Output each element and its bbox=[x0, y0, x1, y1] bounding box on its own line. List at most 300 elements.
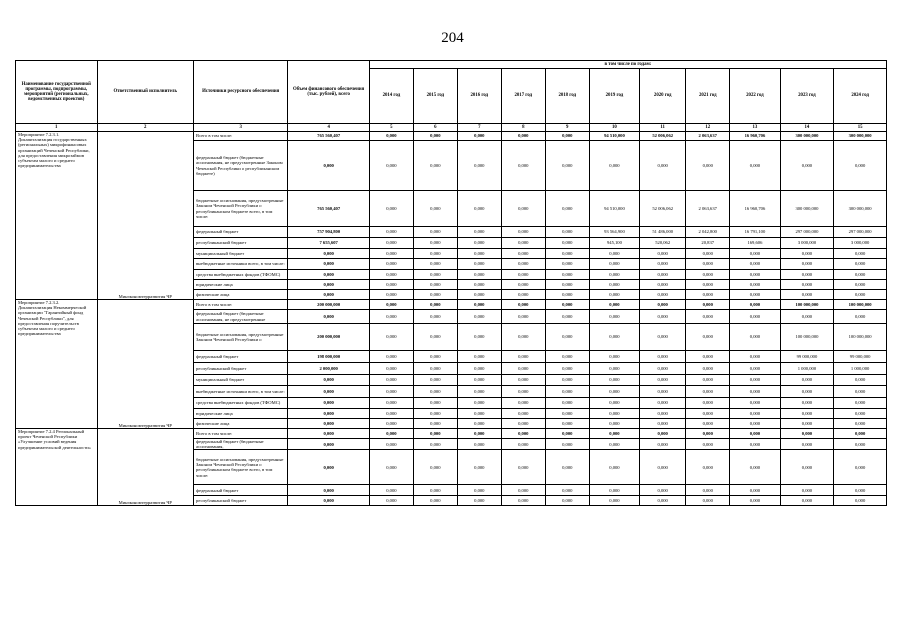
year-value: 0,000 bbox=[640, 363, 686, 375]
year-value: 0,000 bbox=[589, 300, 639, 310]
year-value: 0,000 bbox=[457, 132, 501, 141]
year-value: 0,000 bbox=[369, 259, 413, 270]
total-value: 0,000 bbox=[288, 270, 370, 280]
year-value: 0,000 bbox=[369, 375, 413, 386]
year-value: 0,000 bbox=[545, 375, 589, 386]
year-value: 0,000 bbox=[369, 280, 413, 290]
year-value: 0,000 bbox=[730, 363, 780, 375]
year-value: 0,000 bbox=[730, 290, 780, 300]
year-value: 0,000 bbox=[413, 375, 457, 386]
year-value: 0,000 bbox=[640, 141, 686, 191]
year-value: 0,000 bbox=[640, 419, 686, 429]
total-value: 0,000 bbox=[288, 450, 370, 485]
year-value: 16 960,706 bbox=[730, 132, 780, 141]
year-value: 0,000 bbox=[640, 280, 686, 290]
year-value: 0,000 bbox=[589, 450, 639, 485]
year-value: 0,000 bbox=[640, 375, 686, 386]
year-value: 0,000 bbox=[640, 496, 686, 506]
column-index: 8 bbox=[501, 124, 545, 132]
page-number: 204 bbox=[441, 30, 464, 46]
total-value: 0,000 bbox=[288, 375, 370, 386]
year-value: 0,000 bbox=[730, 141, 780, 191]
year-value: 0,000 bbox=[501, 419, 545, 429]
year-value: 0,000 bbox=[834, 141, 887, 191]
year-value: 0,000 bbox=[730, 496, 780, 506]
funding-source: бюджетные ассигнования, предусмотренные Законом Чеченской Республики о bbox=[194, 324, 288, 351]
funding-source: юридические лица bbox=[194, 409, 288, 419]
year-value: 52 006,062 bbox=[640, 132, 686, 141]
year-value: 0,000 bbox=[640, 398, 686, 409]
year-value: 0,000 bbox=[686, 419, 730, 429]
year-value: 0,000 bbox=[686, 429, 730, 439]
header-year: 2017 год bbox=[501, 69, 545, 124]
year-value: 0,000 bbox=[780, 249, 834, 259]
year-value: 0,000 bbox=[501, 132, 545, 141]
year-value: 300 000,000 bbox=[834, 132, 887, 141]
year-value: 0,000 bbox=[413, 324, 457, 351]
column-index: 3 bbox=[194, 124, 288, 132]
year-value: 100 000,000 bbox=[834, 300, 887, 310]
year-value: 0,000 bbox=[730, 450, 780, 485]
year-value: 0,000 bbox=[640, 324, 686, 351]
column-index: 14 bbox=[780, 124, 834, 132]
year-value: 0,000 bbox=[545, 324, 589, 351]
funding-source: Всего в том числе: bbox=[194, 429, 288, 439]
year-value: 0,000 bbox=[834, 429, 887, 439]
year-value: 0,000 bbox=[640, 310, 686, 324]
year-value: 297 000,000 bbox=[834, 227, 887, 238]
year-value: 0,000 bbox=[545, 439, 589, 450]
year-value: 0,000 bbox=[413, 398, 457, 409]
year-value: 0,000 bbox=[834, 259, 887, 270]
total-value: 0,000 bbox=[288, 419, 370, 429]
year-value: 0,000 bbox=[545, 238, 589, 249]
year-value: 0,000 bbox=[545, 300, 589, 310]
funding-source: Всего в том числе: bbox=[194, 132, 288, 141]
year-value: 0,000 bbox=[545, 409, 589, 419]
year-value: 0,000 bbox=[589, 419, 639, 429]
year-value: 0,000 bbox=[501, 310, 545, 324]
year-value: 0,000 bbox=[369, 227, 413, 238]
year-value: 0,000 bbox=[686, 300, 730, 310]
year-value: 0,000 bbox=[457, 310, 501, 324]
year-value: 0,000 bbox=[457, 386, 501, 398]
year-value: 0,000 bbox=[780, 259, 834, 270]
year-value: 0,000 bbox=[780, 310, 834, 324]
year-value: 99 000,000 bbox=[834, 351, 887, 363]
year-value: 0,000 bbox=[686, 141, 730, 191]
year-value: 0,000 bbox=[730, 324, 780, 351]
year-value: 0,000 bbox=[545, 249, 589, 259]
year-value: 0,000 bbox=[413, 419, 457, 429]
activity-name: Мероприятие 7.2.3.1. Докапитализация государственных (региональных) микрофинансовых организаций Чеченской Республики, для предоставления микрозаймов субъектам малого и среднего предпринимательства bbox=[16, 132, 98, 300]
total-value: 198 000,000 bbox=[288, 351, 370, 363]
year-value: 0,000 bbox=[780, 419, 834, 429]
total-value: 0,000 bbox=[288, 439, 370, 450]
column-index: 1 bbox=[16, 124, 98, 132]
column-index: 5 bbox=[369, 124, 413, 132]
activity-name: Мероприятие 7.2.3.2. Докапитализация Некоммерческой организации "Гарантийный фонд Чеченской Республики", для предоставления поручительств субъектам малого и среднего предпринимательства bbox=[16, 300, 98, 429]
year-value: 0,000 bbox=[457, 496, 501, 506]
year-value: 0,000 bbox=[589, 324, 639, 351]
year-value: 0,000 bbox=[501, 141, 545, 191]
year-value: 0,000 bbox=[501, 485, 545, 496]
total-value: 0,000 bbox=[288, 409, 370, 419]
year-value: 0,000 bbox=[457, 409, 501, 419]
total-value: 2 000,000 bbox=[288, 363, 370, 375]
year-value: 0,000 bbox=[589, 375, 639, 386]
year-value: 0,000 bbox=[545, 270, 589, 280]
year-value: 0,000 bbox=[457, 398, 501, 409]
year-value: 0,000 bbox=[457, 141, 501, 191]
year-value: 52 006,062 bbox=[640, 191, 686, 227]
year-value: 0,000 bbox=[413, 227, 457, 238]
year-value: 0,000 bbox=[369, 363, 413, 375]
year-value: 94 510,000 bbox=[589, 191, 639, 227]
year-value: 520,062 bbox=[640, 238, 686, 249]
year-value: 0,000 bbox=[501, 351, 545, 363]
year-value: 0,000 bbox=[640, 351, 686, 363]
year-value: 0,000 bbox=[640, 386, 686, 398]
year-value: 0,000 bbox=[589, 398, 639, 409]
year-value: 0,000 bbox=[369, 386, 413, 398]
year-value: 0,000 bbox=[501, 300, 545, 310]
year-value: 0,000 bbox=[369, 290, 413, 300]
funding-source: федеральный бюджет bbox=[194, 227, 288, 238]
year-value: 0,000 bbox=[730, 429, 780, 439]
year-value: 0,000 bbox=[369, 270, 413, 280]
year-value: 0,000 bbox=[780, 280, 834, 290]
year-value: 0,000 bbox=[457, 259, 501, 270]
year-value: 0,000 bbox=[780, 450, 834, 485]
year-value: 0,000 bbox=[545, 132, 589, 141]
year-value: 0,000 bbox=[369, 324, 413, 351]
year-value: 0,000 bbox=[457, 249, 501, 259]
year-value: 0,000 bbox=[686, 270, 730, 280]
year-value: 3 000,000 bbox=[780, 238, 834, 249]
total-value: 0,000 bbox=[288, 386, 370, 398]
year-value: 0,000 bbox=[686, 363, 730, 375]
year-value: 0,000 bbox=[501, 280, 545, 290]
year-value: 0,000 bbox=[834, 419, 887, 429]
year-value: 0,000 bbox=[501, 375, 545, 386]
year-value: 0,000 bbox=[686, 290, 730, 300]
year-value: 0,000 bbox=[545, 485, 589, 496]
year-value: 0,000 bbox=[413, 191, 457, 227]
header-year: 2021 год bbox=[686, 69, 730, 124]
year-value: 0,000 bbox=[640, 270, 686, 280]
year-value: 0,000 bbox=[545, 429, 589, 439]
year-value: 0,000 bbox=[834, 280, 887, 290]
year-value: 0,000 bbox=[545, 419, 589, 429]
year-value: 0,000 bbox=[413, 132, 457, 141]
year-value: 0,000 bbox=[589, 429, 639, 439]
year-value: 0,000 bbox=[834, 310, 887, 324]
column-index: 9 bbox=[545, 124, 589, 132]
year-value: 0,000 bbox=[413, 249, 457, 259]
year-value: 300 000,000 bbox=[780, 132, 834, 141]
funding-source: федеральный бюджет bbox=[194, 351, 288, 363]
year-value: 0,000 bbox=[780, 386, 834, 398]
year-value: 0,000 bbox=[589, 290, 639, 300]
year-value: 0,000 bbox=[640, 450, 686, 485]
table-row bbox=[16, 429, 887, 439]
header-year: 2015 год bbox=[413, 69, 457, 124]
header-source: Источники ресурсного обеспечения bbox=[194, 61, 288, 124]
year-value: 0,000 bbox=[413, 386, 457, 398]
year-value: 0,000 bbox=[640, 300, 686, 310]
year-value: 0,000 bbox=[501, 429, 545, 439]
year-value: 0,000 bbox=[686, 409, 730, 419]
year-value: 0,000 bbox=[686, 398, 730, 409]
year-value: 0,000 bbox=[589, 409, 639, 419]
funding-source: Всего в том числе: bbox=[194, 300, 288, 310]
year-value: 0,000 bbox=[640, 485, 686, 496]
total-value: 757 904,800 bbox=[288, 227, 370, 238]
year-value: 0,000 bbox=[501, 439, 545, 450]
year-value: 0,000 bbox=[457, 300, 501, 310]
year-value: 0,000 bbox=[780, 398, 834, 409]
year-value: 0,000 bbox=[501, 324, 545, 351]
year-value: 0,000 bbox=[589, 386, 639, 398]
header-total: Объем финансового обеспечения (тыс. рублей), всего bbox=[288, 61, 370, 124]
total-value: 0,000 bbox=[288, 398, 370, 409]
year-value: 0,000 bbox=[457, 429, 501, 439]
year-value: 0,000 bbox=[501, 386, 545, 398]
year-value: 0,000 bbox=[545, 290, 589, 300]
header-year: 2022 год bbox=[730, 69, 780, 124]
funding-source: средства внебюджетных фондов (ТФОМС) bbox=[194, 398, 288, 409]
funding-source: внебюджетные источники всего, в том числе: bbox=[194, 259, 288, 270]
total-value: 0,000 bbox=[288, 249, 370, 259]
budget-table bbox=[15, 60, 887, 506]
year-value: 0,000 bbox=[501, 290, 545, 300]
funding-source: республиканский бюджет bbox=[194, 238, 288, 249]
funding-source: бюджетные ассигнования, предусмотренные Законом Чеченской Республики о республиканском бюджете всего, в том числе: bbox=[194, 191, 288, 227]
year-value: 0,000 bbox=[640, 290, 686, 300]
year-value: 0,000 bbox=[730, 249, 780, 259]
year-value: 0,000 bbox=[589, 496, 639, 506]
year-value: 0,000 bbox=[457, 419, 501, 429]
year-value: 0,000 bbox=[834, 439, 887, 450]
year-value: 0,000 bbox=[686, 324, 730, 351]
year-value: 0,000 bbox=[640, 439, 686, 450]
year-value: 93 564,900 bbox=[589, 227, 639, 238]
year-value: 0,000 bbox=[589, 363, 639, 375]
year-value: 99 000,000 bbox=[780, 351, 834, 363]
year-value: 0,000 bbox=[369, 141, 413, 191]
year-value: 0,000 bbox=[413, 485, 457, 496]
year-value: 0,000 bbox=[413, 450, 457, 485]
year-value: 0,000 bbox=[686, 496, 730, 506]
year-value: 0,000 bbox=[369, 419, 413, 429]
funding-source: внебюджетные источники всего, в том числе: bbox=[194, 386, 288, 398]
year-value: 0,000 bbox=[545, 141, 589, 191]
year-value: 0,000 bbox=[834, 496, 887, 506]
year-value: 0,000 bbox=[413, 363, 457, 375]
year-value: 0,000 bbox=[834, 398, 887, 409]
year-value: 300 000,000 bbox=[834, 191, 887, 227]
funding-source: юридические лица bbox=[194, 280, 288, 290]
year-value: 0,000 bbox=[730, 280, 780, 290]
year-value: 0,000 bbox=[686, 310, 730, 324]
year-value: 0,000 bbox=[369, 310, 413, 324]
year-value: 0,000 bbox=[730, 310, 780, 324]
year-value: 0,000 bbox=[413, 310, 457, 324]
year-value: 0,000 bbox=[369, 249, 413, 259]
year-value: 0,000 bbox=[640, 259, 686, 270]
year-value: 0,000 bbox=[457, 351, 501, 363]
year-value: 0,000 bbox=[686, 450, 730, 485]
year-value: 300 000,000 bbox=[780, 191, 834, 227]
year-value: 0,000 bbox=[730, 259, 780, 270]
year-value: 0,000 bbox=[589, 280, 639, 290]
header-year: 2020 год bbox=[640, 69, 686, 124]
year-value: 0,000 bbox=[730, 409, 780, 419]
year-value: 0,000 bbox=[413, 429, 457, 439]
year-value: 0,000 bbox=[369, 398, 413, 409]
year-value: 0,000 bbox=[501, 238, 545, 249]
funding-source: муниципальный бюджет bbox=[194, 249, 288, 259]
total-value: 0,000 bbox=[288, 141, 370, 191]
year-value: 0,000 bbox=[730, 351, 780, 363]
year-value: 0,000 bbox=[545, 496, 589, 506]
year-value: 0,000 bbox=[457, 290, 501, 300]
year-value: 0,000 bbox=[686, 280, 730, 290]
year-value: 0,000 bbox=[413, 280, 457, 290]
column-index: 2 bbox=[97, 124, 194, 132]
year-value: 0,000 bbox=[834, 409, 887, 419]
year-value: 297 000,000 bbox=[780, 227, 834, 238]
year-value: 0,000 bbox=[457, 363, 501, 375]
year-value: 0,000 bbox=[545, 351, 589, 363]
header-by-year: в том числе по годам: bbox=[369, 61, 886, 69]
year-value: 0,000 bbox=[369, 300, 413, 310]
total-value: 0,000 bbox=[288, 496, 370, 506]
activity-name: Мероприятие 7.2.4 Региональный проект Чеченской Республики «Улучшение условий ведения предпринимательской деятельности» bbox=[16, 429, 98, 506]
year-value: 0,000 bbox=[501, 259, 545, 270]
year-value: 1 000,000 bbox=[834, 363, 887, 375]
year-value: 0,000 bbox=[640, 429, 686, 439]
total-value: 765 560,407 bbox=[288, 191, 370, 227]
funding-source: федеральный бюджет (бюджетные ассигнования, bbox=[194, 439, 288, 450]
year-value: 0,000 bbox=[413, 290, 457, 300]
year-value: 0,000 bbox=[780, 290, 834, 300]
year-value: 0,000 bbox=[834, 375, 887, 386]
year-value: 0,000 bbox=[545, 259, 589, 270]
total-value: 200 000,000 bbox=[288, 300, 370, 310]
year-value: 0,000 bbox=[545, 227, 589, 238]
header-year: 2023 год bbox=[780, 69, 834, 124]
column-index: 7 bbox=[457, 124, 501, 132]
year-value: 0,000 bbox=[686, 351, 730, 363]
year-value: 0,000 bbox=[501, 496, 545, 506]
year-value: 0,000 bbox=[369, 191, 413, 227]
funding-source: федеральный бюджет (бюджетные ассигнования, не предусмотренные Законом Чеченской Республики о республиканском бюджете) bbox=[194, 141, 288, 191]
year-value: 0,000 bbox=[457, 238, 501, 249]
year-value: 0,000 bbox=[686, 375, 730, 386]
year-value: 1 000,000 bbox=[780, 363, 834, 375]
funding-source: физические лица bbox=[194, 290, 288, 300]
year-value: 0,000 bbox=[730, 485, 780, 496]
header-year: 2014 год bbox=[369, 69, 413, 124]
year-value: 0,000 bbox=[501, 363, 545, 375]
year-value: 0,000 bbox=[834, 386, 887, 398]
year-value: 0,000 bbox=[369, 351, 413, 363]
column-index: 10 bbox=[589, 124, 639, 132]
column-index: 11 bbox=[640, 124, 686, 132]
year-value: 2 063,637 bbox=[686, 191, 730, 227]
year-value: 100 000,000 bbox=[780, 300, 834, 310]
year-value: 0,000 bbox=[686, 485, 730, 496]
year-value: 0,000 bbox=[589, 439, 639, 450]
year-value: 0,000 bbox=[413, 141, 457, 191]
year-value: 0,000 bbox=[780, 141, 834, 191]
year-value: 100 000,000 bbox=[780, 324, 834, 351]
year-value: 0,000 bbox=[457, 450, 501, 485]
year-value: 0,000 bbox=[457, 227, 501, 238]
year-value: 0,000 bbox=[686, 439, 730, 450]
year-value: 0,000 bbox=[457, 191, 501, 227]
year-value: 2 063,637 bbox=[686, 132, 730, 141]
year-value: 0,000 bbox=[589, 259, 639, 270]
year-value: 0,000 bbox=[369, 409, 413, 419]
year-value: 0,000 bbox=[834, 450, 887, 485]
year-value: 0,000 bbox=[457, 324, 501, 351]
year-value: 0,000 bbox=[730, 386, 780, 398]
year-value: 0,000 bbox=[369, 132, 413, 141]
year-value: 0,000 bbox=[640, 249, 686, 259]
year-value: 0,000 bbox=[545, 363, 589, 375]
year-value: 94 510,000 bbox=[589, 132, 639, 141]
year-value: 0,000 bbox=[834, 485, 887, 496]
year-value: 0,000 bbox=[730, 439, 780, 450]
total-value: 0,000 bbox=[288, 429, 370, 439]
column-index: 12 bbox=[686, 124, 730, 132]
year-value: 0,000 bbox=[589, 351, 639, 363]
year-value: 0,000 bbox=[730, 270, 780, 280]
year-value: 0,000 bbox=[730, 398, 780, 409]
year-value: 0,000 bbox=[457, 439, 501, 450]
funding-source: республиканский бюджет bbox=[194, 363, 288, 375]
header-name: Наименование государственной программы, подпрограммы, мероприятий (региональных, ведомственных проектов) bbox=[16, 61, 98, 124]
total-value: 0,000 bbox=[288, 259, 370, 270]
executor: Минэкономтерразвития ЧР bbox=[97, 132, 194, 300]
year-value: 51 486,000 bbox=[640, 227, 686, 238]
year-value: 0,000 bbox=[780, 270, 834, 280]
year-value: 0,000 bbox=[780, 439, 834, 450]
year-value: 3 000,000 bbox=[834, 238, 887, 249]
executor: Минэкономтерразвития ЧР bbox=[97, 300, 194, 429]
total-value: 765 560,407 bbox=[288, 132, 370, 141]
header-year: 2019 год bbox=[589, 69, 639, 124]
year-value: 169,606 bbox=[730, 238, 780, 249]
total-value: 0,000 bbox=[288, 310, 370, 324]
year-value: 0,000 bbox=[413, 270, 457, 280]
total-value: 7 655,607 bbox=[288, 238, 370, 249]
year-value: 100 000,000 bbox=[834, 324, 887, 351]
year-value: 16 960,706 bbox=[730, 191, 780, 227]
year-value: 945,100 bbox=[589, 238, 639, 249]
year-value: 0,000 bbox=[369, 485, 413, 496]
year-value: 0,000 bbox=[686, 259, 730, 270]
year-value: 0,000 bbox=[457, 270, 501, 280]
funding-source: бюджетные ассигнования, предусмотренные Законом Чеченской Республики о республиканском бюджете всего, в том числе: bbox=[194, 450, 288, 485]
year-value: 20,837 bbox=[686, 238, 730, 249]
funding-source: федеральный бюджет bbox=[194, 485, 288, 496]
year-value: 0,000 bbox=[834, 249, 887, 259]
funding-source: муниципальный бюджет bbox=[194, 375, 288, 386]
